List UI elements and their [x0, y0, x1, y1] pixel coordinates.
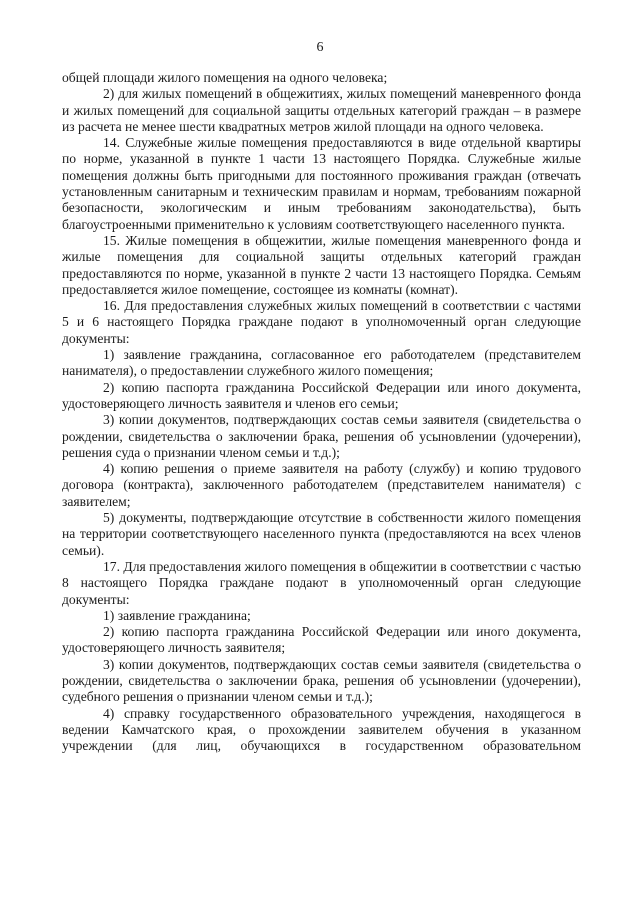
paragraph-section-16-item-1: 1) заявление гражданина, согласованное его работодателем (представителем нанимателя), о предоставлении служебного жилого помещения;: [62, 347, 581, 379]
paragraph-continuation: общей площади жилого помещения на одного человека;: [62, 70, 388, 85]
paragraph-section-14: 14. Служебные жилые помещения предоставляются в виде отдельной квартиры по норме, указанной в пункте 1 части 13 настоящего Порядка. Служебные жилые помещения должны быть пригодными для постоянного проживания граждан (отвечать установленным санитарным и техническим правилам и нормам, требованиям пожарной безопасности, экологическим и иным требованиям законодательства), быть благоустроенными применительно к условиям соответствующего населенного пункта.: [62, 135, 581, 232]
paragraph-section-16: 16. Для предоставления служебных жилых помещений в соответствии с частями 5 и 6 настоящего Порядка граждане подают в уполномоченный орган следующие документы:: [62, 298, 581, 346]
paragraph-section-17-item-1: 1) заявление гражданина;: [103, 607, 251, 623]
paragraph-section-17-item-2: 2) копию паспорта гражданина Российской Федерации или иного документа, удостоверяющего личность заявителя;: [62, 624, 581, 656]
paragraph-section-16-item-3: 3) копии документов, подтверждающих состав семьи заявителя (свидетельства о рождении, свидетельства о заключении брака, решения об усыновлении (удочерении), решения суда о признании членом семьи и т.д.);: [62, 412, 581, 460]
paragraph-section-16-item-2: 2) копию паспорта гражданина Российской Федерации или иного документа, удостоверяющего личность заявителя и членов его семьи;: [62, 379, 581, 411]
paragraph-section-15: 15. Жилые помещения в общежитии, жилые помещения маневренного фонда и жилые помещения для социальной защиты отдельных категорий граждан предоставляются по норме, указанной в пункте 2 части 13 настоящего Порядка. Семьям предоставляется жилое помещение, состоящее из комнаты (комнат).: [62, 232, 581, 297]
page-number: 6: [316, 40, 324, 55]
paragraph-section-16-item-5: 5) документы, подтверждающие отсутствие в собственности жилого помещения на территории соответствующего населенного пункта (предоставляются на всех членов семьи).: [62, 510, 581, 558]
document-body: [62, 70, 581, 754]
paragraph-section-17-item-3: 3) копии документов, подтверждающих состав семьи заявителя (свидетельства о рождении, свидетельства о заключении брака, решения об усыновлении (удочерении), судебного решения о признании членом семьи и т.д.);: [62, 656, 581, 705]
paragraph-section-17-item-4: 4) справку государственного образовательного учреждения, находящегося в ведении Камчатского края, о прохождении заявителем обучения в указанном учреждении (для лиц, обучающихся в государственном образовательном: [62, 705, 581, 754]
paragraph-item-2: 2) для жилых помещений в общежитиях, жилых помещений маневренного фонда и жилых помещений для социальной защиты отдельных категорий граждан – в размере из расчета не менее шести квадратных метров жилой площади на одного человека.: [62, 86, 581, 134]
paragraph-section-16-item-4: 4) копию решения о приеме заявителя на работу (службу) и копию трудового договора (контракта), заключенного работодателем (представителем нанимателя) с заявителем;: [62, 461, 581, 509]
paragraph-section-17: 17. Для предоставления жилого помещения в общежитии в соответствии с частью 8 настоящего Порядка граждане подают в уполномоченный орган следующие документы:: [62, 558, 581, 607]
